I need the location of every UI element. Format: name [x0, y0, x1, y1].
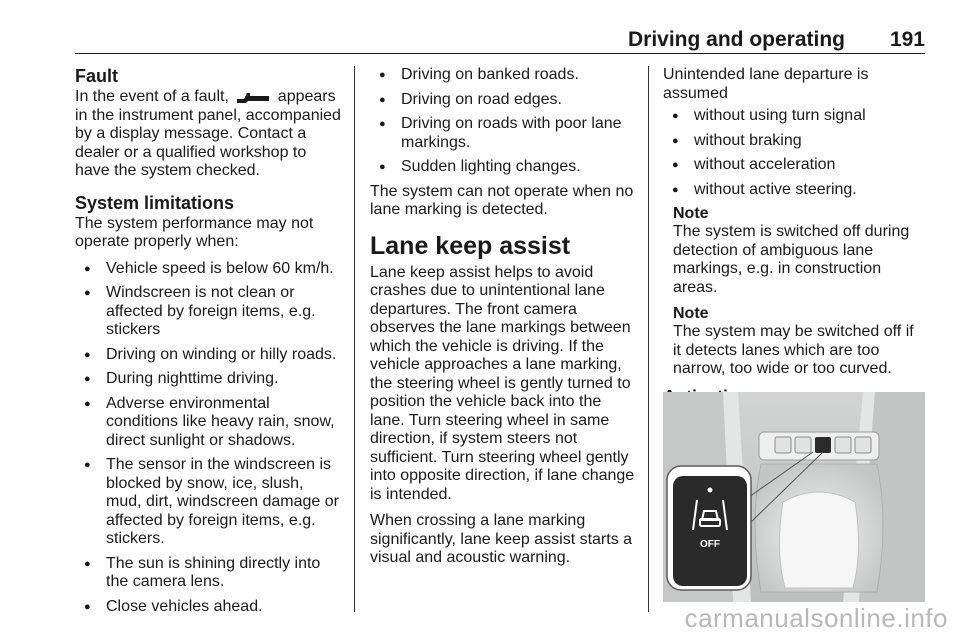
- list-item: ● The sun is shining directly into the camera lens.: [75, 555, 343, 592]
- header-rule: [75, 53, 925, 54]
- list-item: ● The sensor in the windscreen is blocked by snow, ice, slush, mud, dirt, windscreen damage or affected by foreign items, e.g. stickers.: [75, 456, 343, 549]
- fault-heading: Fault: [75, 66, 118, 86]
- list-item: ● without active steering.: [663, 181, 925, 200]
- column-divider-2: [648, 66, 649, 612]
- fault-text-after: appears in the instrument panel, accompanied by a display message. Contact a dealer or a qualified workshop to have the system checked.: [75, 88, 341, 179]
- fault-text-before: In the event of a fault,: [75, 88, 229, 105]
- fault-paragraph: [75, 88, 343, 181]
- note-1-heading: Note: [673, 205, 709, 222]
- column-3: [663, 66, 925, 409]
- list-item: ● Vehicle speed is below 60 km/h.: [75, 260, 343, 279]
- page-header: [75, 0, 925, 50]
- list-item: ● Driving on winding or hilly roads.: [75, 346, 343, 365]
- list-item: ● Sudden lighting changes.: [370, 158, 638, 177]
- center-console-illustration: [663, 392, 925, 602]
- note-1-text: The system is switched off during detection of ambiguous lane markings, e.g. in construction areas.: [673, 223, 910, 296]
- departure-list: [663, 107, 925, 199]
- lane-keep-assist-heading: Lane keep assist: [370, 231, 571, 260]
- list-item: ● Driving on banked roads.: [370, 66, 638, 85]
- lane-keep-off-button-label: OFF: [700, 539, 720, 550]
- column-1: [75, 66, 343, 622]
- limitations-list: [75, 260, 343, 617]
- list-item: ● Driving on road edges.: [370, 91, 638, 110]
- lane-keep-assist-paragraph: Lane keep assist helps to avoid crashes due to unintentional lane departures. The front camera observes the lane markings between which the vehicle is driving. If the vehicle approaches a lane marking, the steering wheel is gently turned to position the vehicle back into the lane. Turn steering wheel in same direction, if system steers not sufficient. Turn steering wheel gently into opposite direction, if lane change is intended.: [370, 263, 635, 503]
- list-item: ● without braking: [663, 132, 925, 151]
- column-divider-1: [354, 66, 355, 612]
- page-number: 191: [889, 28, 925, 51]
- note-2-heading: Note: [673, 305, 709, 322]
- list-item: ● Close vehicles ahead.: [75, 598, 343, 617]
- note-2-text: The system may be switched off if it detects lanes which are too narrow, too wide or too curved.: [673, 323, 914, 377]
- list-item: ● Adverse environmental conditions like heavy rain, snow, direct sunlight or shadows.: [75, 395, 343, 451]
- limitations-heading: System limitations: [75, 192, 235, 213]
- limitations-list-continued: [370, 66, 638, 177]
- header-title: Driving and operating: [627, 28, 845, 51]
- crossing-warning-paragraph: When crossing a lane marking significantly, lane keep assist starts a visual and acoustic warning.: [370, 512, 633, 566]
- no-marking-paragraph: The system can not operate when no lane marking is detected.: [370, 182, 634, 218]
- list-item: ● During nighttime driving.: [75, 370, 343, 389]
- limitations-intro: The system performance may not operate properly when:: [75, 214, 314, 250]
- list-item: ● Windscreen is not clean or affected by foreign items, e.g. stickers: [75, 284, 343, 340]
- activation-figure: [663, 392, 925, 602]
- column-2: [370, 66, 638, 576]
- lane-keep-fault-icon: [236, 90, 270, 104]
- list-item: ● Driving on roads with poor lane markings.: [370, 115, 638, 152]
- list-item: ● without acceleration: [663, 156, 925, 175]
- departure-intro: Unintended lane departure is assumed: [663, 66, 869, 102]
- list-item: ● without using turn signal: [663, 107, 925, 126]
- watermark: carmanualsonline.info: [684, 603, 948, 633]
